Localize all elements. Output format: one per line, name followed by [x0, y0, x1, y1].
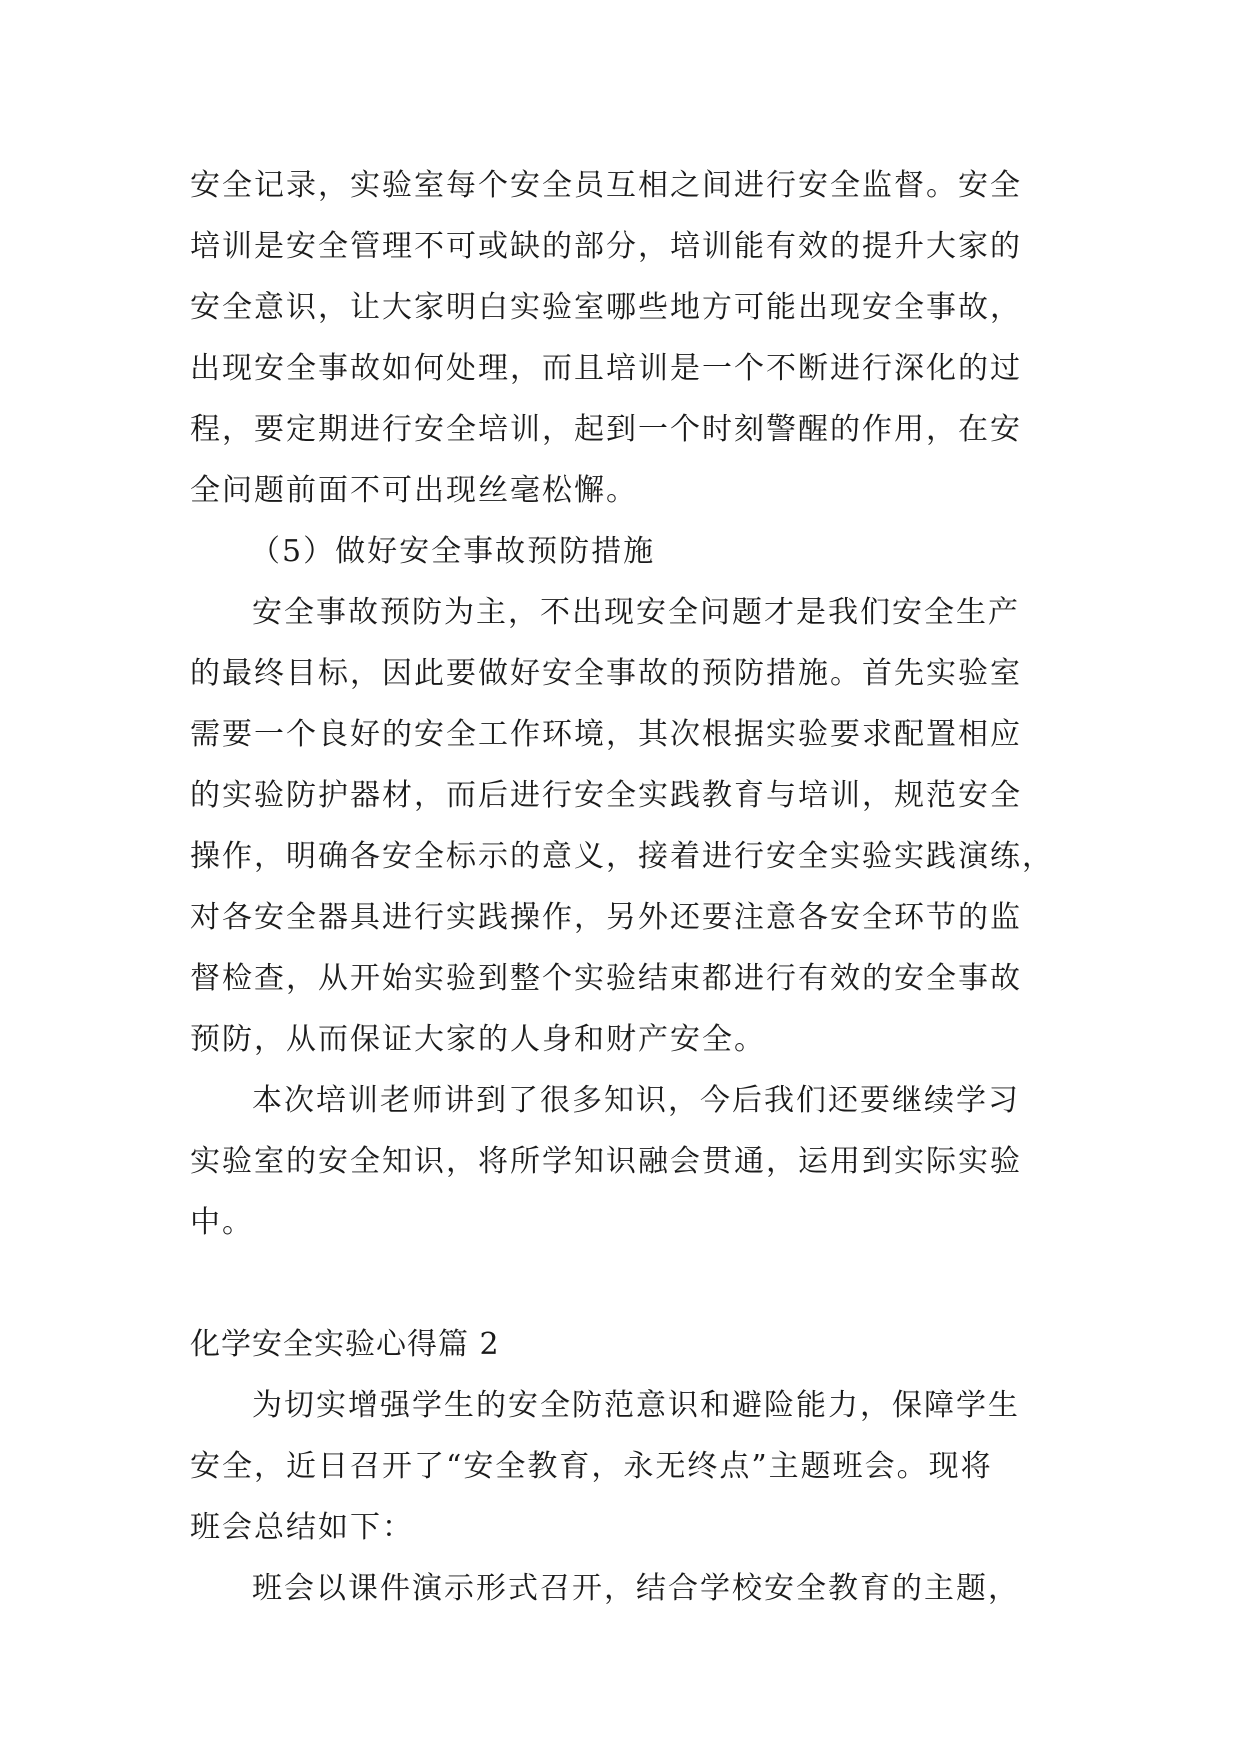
text-line: 的最终目标，因此要做好安全事故的预防措施。首先实验室: [190, 656, 1022, 691]
subheading: （5）做好安全事故预防措施: [250, 534, 656, 569]
text-line: 预防，从而保证大家的人身和财产安全。: [190, 1022, 766, 1057]
text-line: 培训是安全管理不可或缺的部分，培训能有效的提升大家的: [190, 229, 1022, 264]
text-line: 安全，近日召开了“安全教育，永无终点”主题班会。现将: [190, 1449, 993, 1484]
text-line: 安全意识，让大家明白实验室哪些地方可能出现安全事故，: [190, 290, 1022, 325]
text-line: 全问题前面不可出现丝毫松懈。: [190, 473, 638, 508]
text-line: 程，要定期进行安全培训，起到一个时刻警醒的作用，在安: [190, 412, 1022, 447]
text-line: 为切实增强学生的安全防范意识和避险能力，保障学生: [252, 1388, 1020, 1423]
text-line: 需要一个良好的安全工作环境，其次根据实验要求配置相应: [190, 717, 1022, 752]
text-line: 的实验防护器材，而后进行安全实践教育与培训，规范安全: [190, 778, 1022, 813]
text-line: 实验室的安全知识，将所学知识融会贯通，运用到实际实验: [190, 1144, 1022, 1179]
text-line: 督检查，从开始实验到整个实验结束都进行有效的安全事故: [190, 961, 1022, 996]
text-line: 出现安全事故如何处理，而且培训是一个不断进行深化的过: [190, 351, 1022, 386]
text-line: 操作，明确各安全标示的意义，接着进行安全实验实践演练，: [190, 839, 1054, 874]
text-line: 安全事故预防为主，不出现安全问题才是我们安全生产: [252, 595, 1020, 630]
text-line: 中。: [190, 1205, 254, 1240]
text-line: 安全记录，实验室每个安全员互相之间进行安全监督。安全: [190, 168, 1022, 203]
text-line: 本次培训老师讲到了很多知识，今后我们还要继续学习: [252, 1083, 1020, 1118]
text-line: 对各安全器具进行实践操作，另外还要注意各安全环节的监: [190, 900, 1022, 935]
text-line: 班会以课件演示形式召开，结合学校安全教育的主题，: [252, 1571, 1020, 1606]
section-title: 化学安全实验心得篇 2: [190, 1327, 500, 1362]
text-line: 班会总结如下：: [190, 1510, 414, 1545]
